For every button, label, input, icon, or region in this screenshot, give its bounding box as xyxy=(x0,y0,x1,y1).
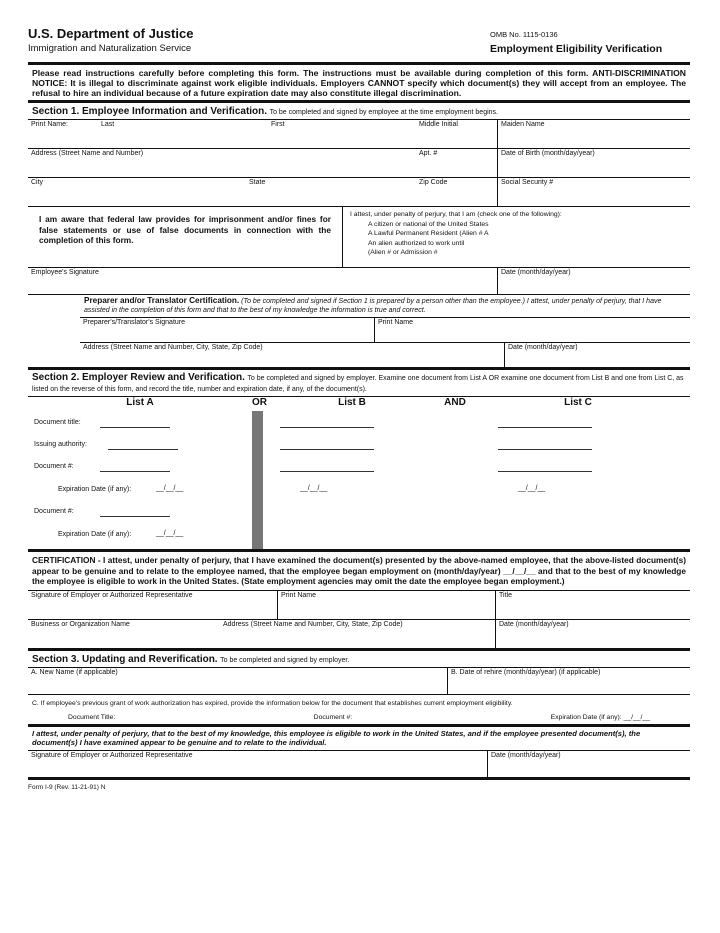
omb-number: OMB No. 1115-0136 xyxy=(490,30,558,39)
employer-title-label: Title xyxy=(499,591,512,599)
list-headers xyxy=(28,397,690,411)
employer-print-name-field[interactable] xyxy=(278,591,496,619)
zip-field[interactable] xyxy=(416,178,498,206)
print-name-label: Print Name: xyxy=(31,121,68,128)
attest-option-citizen[interactable]: A citizen or national of the United States xyxy=(368,220,489,228)
list-c-title-line[interactable] xyxy=(498,427,592,428)
doc-number-2-label: Document #: xyxy=(34,508,74,515)
list-a-heading: List A xyxy=(126,397,154,408)
employer-address-field[interactable] xyxy=(220,620,496,648)
attest-option-admission[interactable]: (Alien # or Admission # xyxy=(368,249,438,256)
s3-date-field[interactable] xyxy=(488,751,690,777)
section3-title: Section 3. Updating and Reverification. xyxy=(32,653,218,665)
section3-instruction: To be completed and signed by employer. xyxy=(220,656,350,664)
list-b-heading: List B xyxy=(338,397,366,408)
employer-signature-label: Signature of Employer or Authorized Representative xyxy=(31,591,193,599)
employee-date-field[interactable] xyxy=(498,268,690,294)
city-field[interactable] xyxy=(28,178,246,206)
and-heading: AND xyxy=(444,397,466,408)
certification-text: - I attest, under penalty of perjury, that I have examined the document(s) presented by the above-named employee, that the above-listed document(s) appear to be genuine and to relate to the employee named, that the employee began employment on (month/day/year) __/__/__ and that to the best of my knowledge the employee is eligible to work in the United States. (State employment agencies may omit the date the employee began employment.) xyxy=(32,555,686,586)
employer-print-name-label: Print Name xyxy=(281,591,317,599)
employer-date-label: Date (month/day/year) xyxy=(499,620,569,628)
preparer-print-name-field[interactable] xyxy=(375,318,690,342)
document-lists xyxy=(28,411,690,549)
anti-discrimination-notice: Please read instructions carefully before completing this form. The instructions must be available during completion of this form. ANTI-DISCRIMINATION NOTICE: It is illegal to discriminate against work eligible individuals. Employers CANNOT specify which document(s) they will accept from an employee. The refusal to hire an individual because of a future expiration date may also constitute illegal discrimination. xyxy=(32,68,686,98)
attest-option-alien[interactable]: An alien authorized to work until xyxy=(368,239,465,247)
maiden-name-label: Maiden Name xyxy=(501,121,545,128)
list-b-title-line[interactable] xyxy=(280,427,374,428)
attest-option-resident[interactable]: A Lawful Permanent Resident (Alien # A xyxy=(368,230,489,237)
business-name-field[interactable] xyxy=(28,620,220,648)
certification-lead: CERTIFICATION xyxy=(32,555,96,565)
preparer-signature-field[interactable] xyxy=(80,318,375,342)
section2-instruction: To be completed and signed by employer. Examine one document from List A OR examine one document from List B and one from List C, as listed on the reverse of this form, and record the title, number and expiration date, if any, of the document(s). xyxy=(32,375,684,393)
list-b-issuing-line[interactable] xyxy=(280,449,374,450)
s3-signature-field[interactable] xyxy=(28,751,488,777)
address-label: Address (Street Name and Number) xyxy=(31,150,144,157)
maiden-name-field[interactable] xyxy=(498,120,690,148)
employer-certification xyxy=(28,552,690,590)
or-heading: OR xyxy=(252,397,267,408)
list-c-issuing-line[interactable] xyxy=(498,449,592,450)
employer-address-label: Address (Street Name and Number, City, State, Zip Code) xyxy=(223,620,403,628)
list-a-title-line[interactable] xyxy=(100,427,170,428)
first-name-field[interactable] xyxy=(268,120,416,148)
list-a-issuing-line[interactable] xyxy=(108,449,178,450)
preparer-certification xyxy=(28,295,690,317)
state-field[interactable] xyxy=(246,178,416,206)
list-a-number2-line[interactable] xyxy=(100,516,170,517)
employee-signature-field[interactable] xyxy=(28,268,498,294)
preparer-signature-label: Preparer's/Translator's Signature xyxy=(83,319,186,326)
rehire-date-label: B. Date of rehire (month/day/year) (if applicable) xyxy=(451,668,601,676)
list-c-exp-blank[interactable]: __/__/__ xyxy=(518,485,546,492)
list-c-heading: List C xyxy=(564,397,592,408)
ssn-field[interactable] xyxy=(498,178,690,206)
form-header xyxy=(28,26,690,62)
agency-name: U.S. Department of Justice xyxy=(28,26,194,41)
federal-law-warning: I am aware that federal law provides for imprisonment and/or fines for false statements or use of false documents in connection with the completion of this form. xyxy=(39,214,331,245)
preparer-text: (To be completed and signed if Section 1 is prepared by a person other than the employee.) I attest, under penalty of perjury, that I have assisted in the completion of this form and that to the best of my knowledge the information is true and correct. xyxy=(84,298,662,314)
list-c-number-line[interactable] xyxy=(498,471,592,472)
last-label: Last xyxy=(101,121,115,128)
form-title: Employment Eligibility Verification xyxy=(490,43,663,55)
new-name-label: A. New Name (if applicable) xyxy=(31,668,118,676)
service-name: Immigration and Naturalization Service xyxy=(28,43,192,54)
new-name-field[interactable] xyxy=(28,668,448,694)
employer-title-field[interactable] xyxy=(496,591,690,619)
employee-signature-label: Employee's Signature xyxy=(31,269,99,276)
expiration-label: Expiration Date (if any): xyxy=(58,486,132,493)
address-field[interactable] xyxy=(28,149,416,177)
preparer-print-name-label: Print Name xyxy=(378,319,414,326)
employer-date-field[interactable] xyxy=(496,620,690,648)
section1-header xyxy=(28,103,690,119)
employer-signature-field[interactable] xyxy=(28,591,278,619)
attest-intro: I attest, under penalty of perjury, that I am (check one of the following): xyxy=(350,211,562,218)
middle-initial-field[interactable] xyxy=(416,120,498,148)
or-divider-bar xyxy=(252,411,263,549)
city-label: City xyxy=(31,179,44,186)
section3-header xyxy=(28,651,690,667)
preparer-address-field[interactable] xyxy=(80,343,505,367)
last-name-field[interactable] xyxy=(98,120,268,148)
expiration-2-label: Expiration Date (if any): xyxy=(58,531,132,538)
s3-date-label: Date (month/day/year) xyxy=(491,751,561,759)
apt-label: Apt. # xyxy=(419,150,438,157)
preparer-date-label: Date (month/day/year) xyxy=(508,344,578,351)
section2-title: Section 2. Employer Review and Verification. xyxy=(32,372,245,383)
rehire-date-field[interactable] xyxy=(448,668,690,694)
list-b-exp-blank[interactable]: __/__/__ xyxy=(300,485,328,492)
preparer-date-field[interactable] xyxy=(505,343,690,367)
first-label: First xyxy=(271,121,285,128)
section1-title: Section 1. Employee Information and Verification. xyxy=(32,106,268,117)
section1-instruction: To be completed and signed by employee at the time employment begins. xyxy=(269,109,498,116)
dob-field[interactable] xyxy=(498,149,690,177)
s3-doc-number: Document #: xyxy=(313,713,353,721)
section3-c-instructions: C. If employee's previous grant of work authorization has expired, provide the information below for the document that establishes current employment eligibility. xyxy=(32,699,513,707)
dob-label: Date of Birth (month/day/year) xyxy=(501,150,595,157)
list-a-exp-blank[interactable]: __/__/__ xyxy=(156,485,184,492)
zip-label: Zip Code xyxy=(419,179,448,186)
business-name-label: Business or Organization Name xyxy=(31,620,130,628)
state-label: State xyxy=(249,179,266,186)
form-page xyxy=(28,26,690,791)
section3-attestation: I attest, under penalty of perjury, that to the best of my knowledge, this employee is eligible to work in the United States, and if the employee presented document(s), the document(s) I have examined appear to be genuine and to relate to the individual. xyxy=(32,728,641,747)
form-footer: Form I-9 (Rev. 11-21-91) N xyxy=(28,783,106,791)
preparer-address-label: Address (Street Name and Number, City, State, Zip Code) xyxy=(83,344,263,351)
section3-document-line[interactable] xyxy=(28,710,690,724)
doc-title-label: Document title: xyxy=(34,419,81,426)
s3-expiration: Expiration Date (if any): __/__/__ xyxy=(550,713,650,721)
list-a-exp2-blank[interactable]: __/__/__ xyxy=(156,530,184,537)
section2-header xyxy=(28,370,690,396)
middle-initial-label: Middle Initial xyxy=(419,121,458,128)
issuing-authority-label: Issuing authority: xyxy=(34,441,87,448)
s3-doc-title: Document Title: xyxy=(68,713,116,721)
list-b-number-line[interactable] xyxy=(280,471,374,472)
apt-field[interactable] xyxy=(416,149,498,177)
doc-number-label: Document #: xyxy=(34,463,74,470)
s3-signature-label: Signature of Employer or Authorized Representative xyxy=(31,751,193,759)
attestation-block xyxy=(343,207,690,267)
list-a-number-line[interactable] xyxy=(100,471,170,472)
employee-date-label: Date (month/day/year) xyxy=(501,269,571,276)
preparer-title: Preparer and/or Translator Certification. xyxy=(84,296,240,305)
ssn-label: Social Security # xyxy=(501,179,554,186)
